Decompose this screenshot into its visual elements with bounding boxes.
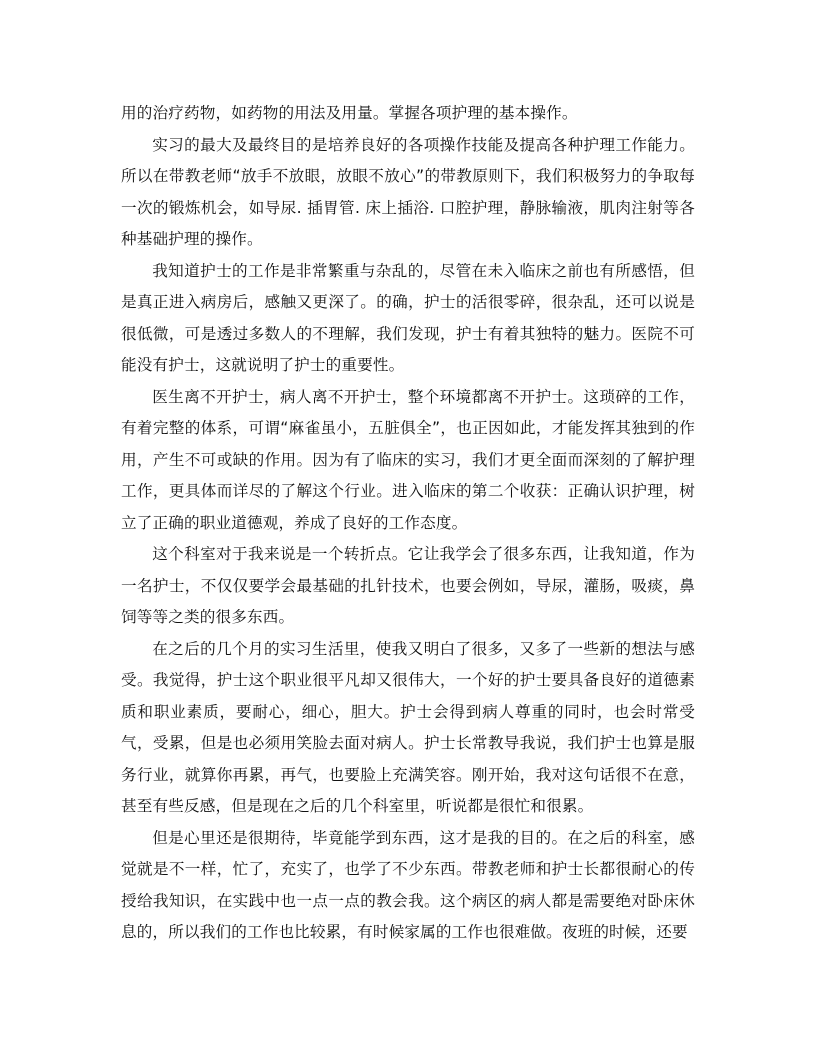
paragraph-nurse-work: 我知道护士的工作是非常繁重与杂乱的，尽管在未入临床之前也有所感悟，但是真正进入病房后，感触又更深了。的确，护士的活很零碎，很杂乱，还可以说是很低微，可是透过多数人的不理解，我们发现，护士有着其独特的魅力。医院不可能没有护士，这就说明了护士的重要性。 xyxy=(121,261,695,374)
paragraph-expectations: 但是心里还是很期待，毕竟能学到东西，这才是我的目的。在之后的科室，感觉就是不一样，忙了，充实了，也学了不少东西。带教老师和护士长都很耐心的传授给我知识，在实践中也一点一点的教会我。这个病区的病人都是需要绝对卧床休息的，所以我们的工作也比较累，有时候家属的工作也很难做。夜班的时候，还要 xyxy=(121,828,695,941)
paragraph-months-later: 在之后的几个月的实习生活里，使我又明白了很多，又多了一些新的想法与感受。我觉得，护士这个职业很平凡却又很伟大，一个好的护士要具备良好的道德素质和职业素质，要耐心，细心，胆大。护士会得到病人尊重的同时，也会时常受气，受累，但是也必须用笑脸去面对病人。护士长常教导我说，我们护士也算是服务行业，就算你再累，再气，也要脸上充满笑容。刚开始，我对这句话很不在意，甚至有些反感，但是现在之后的几个科室里，听说都是很忙和很累。 xyxy=(121,639,695,815)
paragraph-internship-goal: 实习的最大及最终目的是培养良好的各项操作技能及提高各种护理工作能力。所以在带教老师“放手不放眼，放眼不放心”的带教原则下，我们积极努力的争取每一次的锻炼机会，如导尿. 插胃管. 床上插浴. 口腔护理，静脉输液，肌肉注射等各种基础护理的操作。 xyxy=(121,135,695,248)
paragraph-turning-point: 这个科室对于我来说是一个转折点。它让我学会了很多东西，让我知道，作为一名护士，不仅仅要学会最基础的扎针技术，也要会例如，导尿，灌肠，吸痰，鼻饲等等之类的很多东西。 xyxy=(121,545,695,626)
document-body xyxy=(121,98,695,949)
paragraph-continued: 用的治疗药物，如药物的用法及用量。掌握各项护理的基本操作。 xyxy=(121,104,578,122)
paragraph-doctors-need-nurses: 医生离不开护士，病人离不开护士，整个环境都离不开护士。这琐碎的工作，有着完整的体系，可谓“麻雀虽小，五脏俱全”，也正因如此，才能发挥其独到的作用，产生不可或缺的作用。因为有了临床的实习，我们才更全面而深刻的了解护理工作，更具体而详尽的了解这个行业。进入临床的第二个收获：正确认识护理，树立了正确的职业道德观，养成了良好的工作态度。 xyxy=(121,387,695,532)
